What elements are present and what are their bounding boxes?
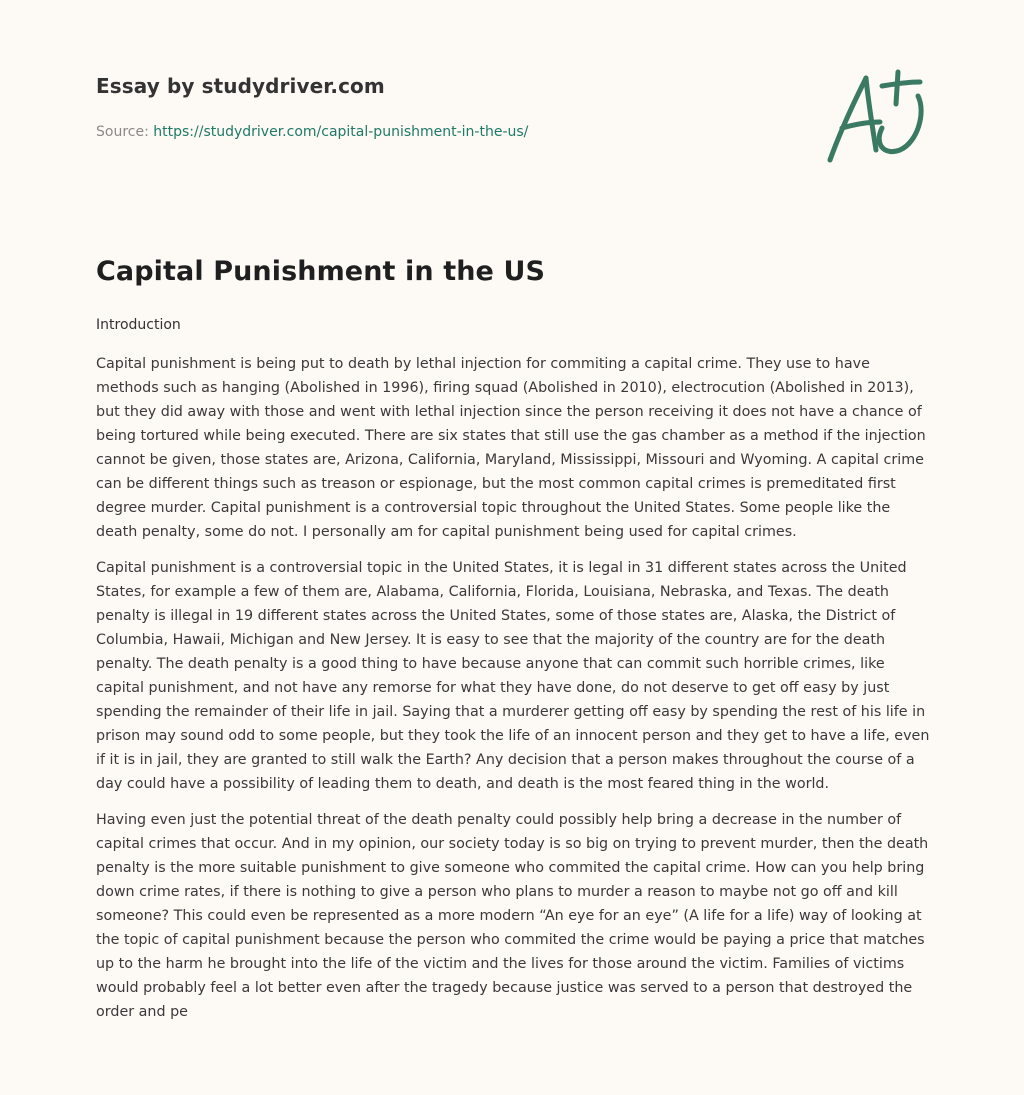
a-plus-grade-icon — [822, 66, 930, 166]
site-brand-heading: Essay by studydriver.com — [96, 74, 385, 98]
essay-title: Capital Punishment in the US — [96, 256, 546, 287]
section-heading-introduction: Introduction — [96, 317, 181, 333]
essay-paragraph: Capital punishment is being put to death by lethal injection for commiting a capital crime. They use to have methods such as hanging (Abolished in 1996), firing squad (Abolished in 2010), electrocution (Abolished in 2013), but they did away with those and went with lethal injection since the person receiving it does not have a chance of being tortured while being executed. There are six states that still use the gas chamber as a method if the injection cannot be given, those states are, Arizona, California, Maryland, Mississippi, Missouri and Wyoming. A capital crime can be different things such as treason or espionage, but the most common capital crimes is premeditated first degree murder. Capital punishment is a controversial topic throughout the United States. Some people like the death penalty, some do not. I personally am for capital punishment being used for capital crimes. — [96, 356, 926, 540]
source-line — [96, 124, 528, 140]
a-plus-grade-svg — [822, 66, 930, 166]
essay-paragraph: Having even just the potential threat of the death penalty could possibly help bring a decrease in the number of capital crimes that occur. And in my opinion, our society today is so big on trying to prevent murder, then the death penalty is the more suitable punishment to give someone who commited the capital crime. How can you help bring down crime rates, if there is nothing to give a person who plans to murder a reason to maybe not go off and kill someone? This could even be represented as a more modern “An eye for an eye” (A life for a life) way of looking at the topic of capital punishment because the person who commited the crime would be paying a price that matches up to the harm he brought into the life of the victim and the lives for those around the victim. Families of victims would probably feel a lot better even after the tragedy because justice was served to a person that destroyed the order and pe — [96, 812, 929, 1020]
source-link[interactable]: https://studydriver.com/capital-punishment-in-the-us/ — [153, 124, 529, 140]
essay-body — [96, 352, 930, 1036]
source-label: Source: — [96, 124, 154, 140]
essay-paragraph: Capital punishment is a controversial topic in the United States, it is legal in 31 different states across the United States, for example a few of them are, Alabama, California, Florida, Louisiana, Nebraska, and Texas. The death penalty is illegal in 19 different states across the United States, some of those states are, Alaska, the District of Columbia, Hawaii, Michigan and New Jersey. It is easy to see that the majority of the country are for the death penalty. The death penalty is a good thing to have because anyone that can commit such horrible crimes, like capital punishment, and not have any remorse for what they have done, do not deserve to get off easy by just spending the remainder of their life in jail. Saying that a murderer getting off easy by spending the rest of his life in prison may sound odd to some people, but they took the life of an innocent person and they get to have a life, even if it is in jail, they are granted to still walk the Earth? Any decision that a person makes throughout the course of a day could have a possibility of leading them to death, and death is the most feared thing in the world. — [96, 560, 930, 792]
